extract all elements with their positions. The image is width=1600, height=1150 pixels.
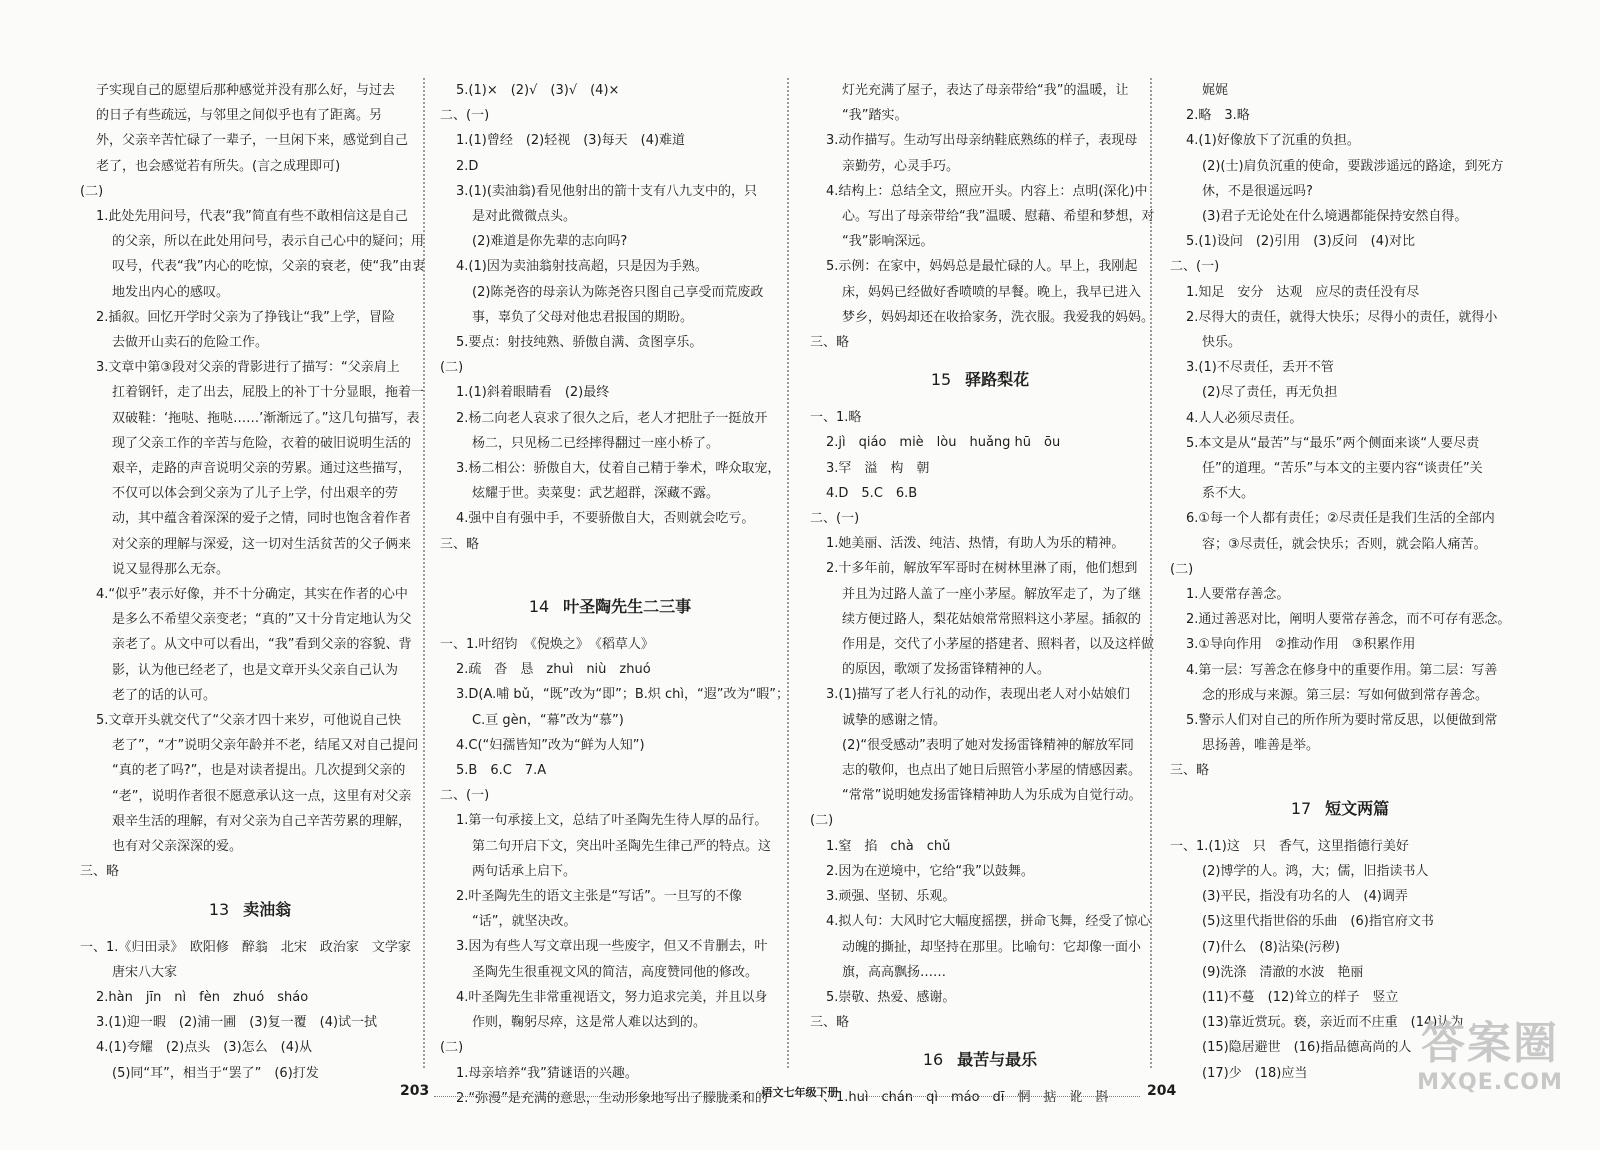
answer-line: 4.C(“妇孺皆知”改为“鲜为人知”) [456,737,645,753]
answer-line: “我”影响深远。 [842,234,934,250]
answer-line: 任”的道理。“苦乐”与本文的主要内容“谈责任”关 [1202,461,1483,477]
answer-line: 动，其中蕴含着深深的爱子之情，同时也饱含着作者 [112,511,412,527]
answer-line: 2.“弥漫”是充满的意思，生动形象地写出了朦胧柔和的 [456,1090,768,1106]
answer-line: 念的形成与来源。第三层：写如何做到常存善念。 [1202,687,1489,703]
answer-line: 艰辛生活的理解，有对父亲为自己辛苦劳累的理解， [112,813,412,829]
answer-line: 1.(1)曾经 (2)轻视 (3)每天 (4)难道 [456,133,686,149]
answer-line: 容；③尽责任，就会快乐；否则，就会陷人痛苦。 [1202,536,1487,552]
answer-line: (13)靠近赏玩。亵，亲近而不庄重 (14)认为 [1202,1015,1464,1031]
answer-line: 2.jì qiáo miè lòu huǎng hū ōu [826,435,1061,451]
answer-line: 扛着钢钎，走了出去，屁股上的补丁十分显眼，拖着一 [112,385,425,401]
answer-line: 第二句开启下文，突出叶圣陶先生律己严的特点。这 [472,838,772,854]
column-divider [787,78,789,1068]
answer-line: 作则，鞠躬尽瘁，这是常人难以达到的。 [472,1015,707,1031]
answer-line: (二) [1170,561,1194,577]
column-2 [440,78,789,1111]
answer-line: 思扬善，唯善是举。 [1202,738,1320,754]
answer-line: 也有对父亲深深的爱。 [112,839,243,855]
answer-line: 双破鞋：‘拖哒、拖哒……’渐渐远了。”这几句描写，表 [112,410,420,426]
answer-line: (11)不蔓 (12)耸立的样子 竖立 [1202,989,1399,1005]
answer-line: 2.插叙。回忆开学时父亲为了挣钱让“我”上学，冒险 [96,309,395,325]
answer-line: 去做开山卖石的危险工作。 [112,335,269,351]
answer-line: 炫耀于世。卖菜叟：武艺超群，深藏不露。 [472,486,720,502]
answer-line: 3.(1)(卖油翁)看见他射出的箭十支有八九支中的，只 [456,183,757,199]
answer-line: 一、1.(1)这 只 香气，这里指德行美好 [1170,838,1409,854]
answer-line: 三、略 [80,864,120,880]
column-3 [810,78,1155,1111]
answer-line: “我”踏实。 [842,108,908,124]
answer-line: 3.①导向作用 ②推动作用 ③积累作用 [1186,637,1416,653]
answer-line: (2)“很受感动”表明了她对发扬雷锋精神的解放军同 [842,737,1134,753]
book-title: 语文七年级下册 [761,1086,839,1099]
answer-line: 三、略 [1170,763,1210,779]
answer-line: 3.文章中第③段对父亲的背影进行了描写：“父亲肩上 [96,360,400,376]
answer-line: 旗，高高飘扬…… [842,964,947,980]
answer-line: (二) [810,813,834,829]
answer-line: C.亘 gèn，“幕”改为“慕”) [472,712,624,728]
answer-line: (2)(士)肩负沉重的使命，要跋涉遥远的路途，到死方 [1202,158,1504,174]
answer-line: 老了”，“才”说明父亲年龄并不老，结尾又对自己提问 [112,738,419,754]
answer-line: (5)这里代指世俗的乐曲 (6)指官府文书 [1202,914,1434,930]
watermark-url: MXQE.COM [1417,1070,1563,1095]
answer-line: 2.略 3.略 [1186,108,1250,124]
answer-line: 1.母亲培养“我”猜谜语的兴趣。 [456,1065,638,1081]
answer-line: 5.要点：射技纯熟、骄傲自满、贪图享乐。 [456,335,703,351]
answer-line: 叹号，代表“我”内心的吃惊，父亲的衰老，使“我”由衷 [112,259,425,275]
answer-line: (二) [440,360,464,376]
answer-line: 1.人要常存善念。 [1186,587,1290,603]
answer-line: 快乐。 [1202,335,1242,351]
answer-line: 志的敬仰，也点出了她日后照管小茅屋的情感因素。 [842,763,1142,779]
answer-line: 4.强中自有强中手，不要骄傲自大，否则就会吃亏。 [456,511,755,527]
answer-line: 4.“似乎”表示好像，并不十分确定，其实在作者的心中 [96,587,408,603]
section-number: 15 [930,370,952,390]
section-title: 卖油翁 [243,899,292,919]
answer-line: “话”，就坚决改。 [472,914,577,930]
answer-line: 二、(一) [1170,259,1220,275]
answer-line: 梦乡，妈妈却还在收拾家务，洗衣服。我爱我的妈妈。 [842,309,1155,325]
answer-line: 一、1.略 [810,410,862,426]
answer-line: (9)洗涤 清澈的水波 艳丽 [1202,964,1364,980]
answer-line: 1.窒 掐 chà chǔ [826,838,951,854]
answer-line: 5.B 6.C 7.A [456,763,547,779]
answer-line: 亲老了。从文中可以看出，“我”看到父亲的容貌、背 [112,637,412,653]
answer-line: 1.(1)斜着眼睛看 (2)最终 [456,385,610,401]
answer-line: 的原因，歌颂了发扬雷锋精神的人。 [842,662,1051,678]
answer-line: (7)什么 (8)沾染(污秽) [1202,939,1340,955]
column-4 [1170,78,1510,1086]
answer-line: (15)隐居避世 (16)指品德高尚的人 [1202,1040,1412,1056]
answer-line: 艰辛，走路的声音说明父亲的劳累。通过这些描写， [112,461,412,477]
answer-line: (2)难道是你先辈的志向吗? [472,234,628,250]
answer-line: 4.第一层：写善念在修身中的重要作用。第二层：写善 [1186,662,1498,678]
answer-line: 3.(1)描写了老人行礼的动作，表现出老人对小姑娘们 [826,687,1130,703]
footer-dotted-rule [434,1096,740,1097]
answer-line: 2.杨二向老人哀求了很久之后，老人才把肚子一挺放开 [456,410,768,426]
answer-line: 娓娓 [1202,83,1229,98]
answer-line: 地发出内心的感叹。 [112,284,230,300]
answer-line: 5.警示人们对自己的所作所为要时常反思，以便做到常 [1186,713,1498,729]
answer-line: 4.结构上：总结全文，照应开头。内容上：点明(深化)中 [826,183,1148,199]
answer-line: 不仅可以体会到父亲为了儿子上学，付出艰辛的劳 [112,486,399,502]
answer-line: 4.(1)夸耀 (2)点头 (3)怎么 (4)从 [96,1040,313,1056]
watermark-logo [1390,1018,1590,1096]
answer-line: 5.文章开头就交代了“父亲才四十来岁，可他说自己快 [96,713,402,729]
page-footer [0,1083,1600,1113]
answer-line: 3.杨二相公：骄傲自大，仗着自己精于拳术，哗众取宠， [456,461,781,477]
answer-line: 对父亲的理解与深爱，这一切对生活贫苦的父子俩来 [112,536,412,552]
answer-line: 3.D(A.哺 bǔ，“既”改为“即”；B.炽 chì，“遐”改为“暇”； [456,687,789,703]
answer-line: 4.(1)因为卖油翁射技高超，只是因为手熟。 [456,259,708,275]
answer-line: 子实现自己的愿望后那种感觉并没有那么好，与过去 [96,83,396,98]
answer-line: 心。写出了母亲带给“我”温暖、慰藉、希望和梦想，对 [842,209,1155,225]
answer-line: 动魄的撕扯，却坚持在那里。比喻句：它却像一面小 [842,939,1142,955]
answer-line: 二、(一) [810,511,860,527]
section-number: 13 [208,899,230,919]
section-title: 叶圣陶先生二三事 [563,597,692,617]
answer-line: 3.(1)迎一暇 (2)浦一圃 (3)复一覆 (4)试一拭 [96,1015,378,1031]
answer-line: 5.(1)设问 (2)引用 (3)反问 (4)对比 [1186,234,1416,250]
answer-line: (2)尽了责任，再无负担 [1202,385,1338,401]
answer-line: 是多么不希望父亲变老；“真的”又十分肯定地认为父 [112,612,412,628]
page-number-left: 203 [400,1083,430,1099]
answer-line: 床，妈妈已经做好香喷喷的早餐。晚上，我早已进入 [842,284,1142,300]
answer-line: 三、略 [810,1015,850,1031]
answer-line: 3.动作描写。生动写出母亲纳鞋底熟练的样子，表现母 [826,133,1138,149]
answer-line: 的日子有些疏远，与邻里之间似乎也有了距离。另 [96,108,383,124]
column-divider [423,78,425,1068]
answer-line: 续方便过路人，梨花姑娘常常照料这小茅屋。插叙的 [842,611,1142,627]
column-divider [1150,78,1152,1068]
section-heading [80,885,420,935]
answer-line: 圣陶先生很重视文风的简洁，高度赞同他的修改。 [472,964,759,980]
footer-dotted-rule [860,1096,1140,1097]
answer-line: (17)少 (18)应当 [1202,1065,1308,1081]
answer-line: “真的老了吗?”，也是对读者提出。几次提到父亲的 [112,763,406,779]
section-number: 14 [528,597,550,617]
answer-line: 系不大。 [1202,486,1255,502]
answer-line: 2.疏 沓 恳 zhuì niù zhuó [456,662,651,678]
answer-line: 作用是，交代了小茅屋的搭建者、照料者，以及这样做 [842,637,1155,653]
answer-line: 4.(1)好像放下了沉重的负担。 [1186,133,1360,149]
answer-line: 4.叶圣陶先生非常重视语文，努力追求完美，并且以身 [456,989,768,1005]
watermark-text: 答案圈 [1421,1018,1559,1069]
answer-line: 老了的话的认可。 [112,687,217,703]
answer-line: 休，不是很遥远吗? [1202,183,1313,199]
answer-line: 5.(1)× (2)√ (3)√ (4)× [456,83,620,98]
answer-line: 二、(一) [440,788,490,804]
answer-line: 1.知足 安分 达观 应尽的责任没有尽 [1186,284,1420,300]
answer-line: 一、1.huì chán qì máo dī 惘 掂 讹 斟 [810,1090,1109,1106]
answer-line: 4.D 5.C 6.B [826,485,918,501]
section-title: 驿路梨花 [965,370,1030,390]
page-number-right: 204 [1147,1083,1177,1099]
answer-line: 5.本文是从“最苦”与“最乐”两个侧面来谈“人要尽责 [1186,435,1480,451]
answer-line: (2)陈尧咨的母亲认为陈尧咨只图自己享受而荒废政 [472,284,764,300]
column-1 [80,78,425,1086]
answer-line: 说又显得那么无奈。 [112,561,230,577]
answer-line: 并且为过路人盖了一座小茅屋。解放军走了，为了继 [842,586,1142,602]
answer-line: 二、(一) [440,108,490,124]
answer-line: 2.通过善恶对比，阐明人要常存善念，而不可存有恶念。 [1186,612,1511,628]
answer-line: “老”，说明作者很不愿意承认这一点，这里有对父亲 [112,788,412,804]
answer-line: 3.因为有些人写文章出现一些废字，但又不肯删去，叶 [456,939,768,955]
answer-line: 2.因为在逆境中，它给“我”以鼓舞。 [826,863,1034,879]
section-number: 16 [922,1050,944,1070]
answer-line: 亲勤劳，心灵手巧。 [842,158,960,174]
answer-line: 4.人人必须尽责任。 [1186,410,1303,426]
answer-line: 3.顽强、坚韧、乐观。 [826,889,956,905]
answer-line: 老了，也会感觉若有所失。(言之成理即可) [96,158,341,174]
answer-line: 现了父亲工作的辛苦与危险，衣着的破旧说明生活的 [112,435,412,451]
answer-line [440,557,780,582]
answer-line: (5)同“耳”，相当于“罢了” (6)打发 [112,1065,319,1081]
answer-line: 的父亲，所以在此处用问号，表示自己心中的疑问；用 [112,234,425,250]
section-heading [810,1035,1150,1085]
section-number: 17 [1290,798,1312,818]
answer-line: 事，辜负了父母对他忠君报国的期盼。 [472,309,694,325]
answer-line: 一、1.叶绍钧 《倪焕之》 《稻草人》 [440,637,654,653]
answer-line: 2.尽得大的责任，就得大快乐；尽得小的责任，就得小 [1186,309,1498,325]
answer-line: 5.崇敬、热爱、感谢。 [826,989,956,1005]
answer-line: 是对此微微点头。 [472,209,577,225]
answer-line: 2.十多年前，解放军军哥时在树林里淋了雨，他们想到 [826,561,1138,577]
answer-line: 杨二，只见杨二已经摔得翻过一座小桥了。 [472,435,720,451]
answer-line: 外，父亲辛苦忙碌了一辈子，一旦闲下来，感觉到自己 [96,133,409,149]
answer-line: 三、略 [440,536,480,552]
answer-line: 诚挚的感谢之情。 [842,712,947,728]
section-title: 短文两篇 [1325,798,1390,818]
answer-line: 2.D [456,158,479,174]
answer-line: 两句话承上启下。 [472,863,577,879]
answer-line: (二) [80,183,104,199]
answer-line: 2.hàn jīn nì fèn zhuó sháo [96,989,309,1005]
answer-line: 5.示例：在家中，妈妈总是最忙碌的人。早上，我刚起 [826,259,1138,275]
answer-line: 1.她美丽、活泼、纯洁、热情，有助人为乐的精神。 [826,536,1125,552]
answer-line: 6.①每一个人都有责任；②尽责任是我们生活的全部内 [1186,511,1495,527]
section-heading [1170,784,1510,834]
answer-line: 灯光充满了屋子，表达了母亲带给“我”的温暖，让 [842,83,1129,98]
answer-line: (3)平民，指没有功名的人 (4)调弄 [1202,889,1408,905]
answer-line: 唐宋八大家 [112,964,178,980]
answer-line: (二) [440,1040,464,1056]
answer-line: 4.拟人句：大风时它大幅度摇摆，拼命飞舞，经受了惊心 [826,914,1151,930]
answer-line: 3.罕 溢 构 朝 [826,460,930,476]
answer-line: 一、1.《归田录》 欧阳修 醉翁 北宋 政治家 文学家 [80,939,411,955]
answer-line: (2)博学的人。鸿，大；儒，旧指读书人 [1202,863,1429,879]
answer-line: 影，认为他已经老了，也是文章开头父亲自己认为 [112,662,399,678]
section-heading [810,355,1150,405]
section-heading [440,582,780,632]
answer-line: (3)君子无论处在什么境遇都能保持安然自得。 [1202,209,1468,225]
answer-line: 1.第一句承接上文，总结了叶圣陶先生待人厚的品行。 [456,813,768,829]
section-title: 最苦与最乐 [957,1050,1038,1070]
answer-line: 1.此处先用问号，代表“我”简直有些不敢相信这是自己 [96,209,408,225]
answer-line: 三、略 [810,335,850,351]
answer-line: “常常”说明她发扬雷锋精神助人为乐成为自觉行动。 [842,788,1142,804]
answer-line: 3.(1)不尽责任，丢开不管 [1186,360,1334,376]
answer-line: 2.叶圣陶先生的语文主张是“写话”。一旦写的不像 [456,889,742,905]
